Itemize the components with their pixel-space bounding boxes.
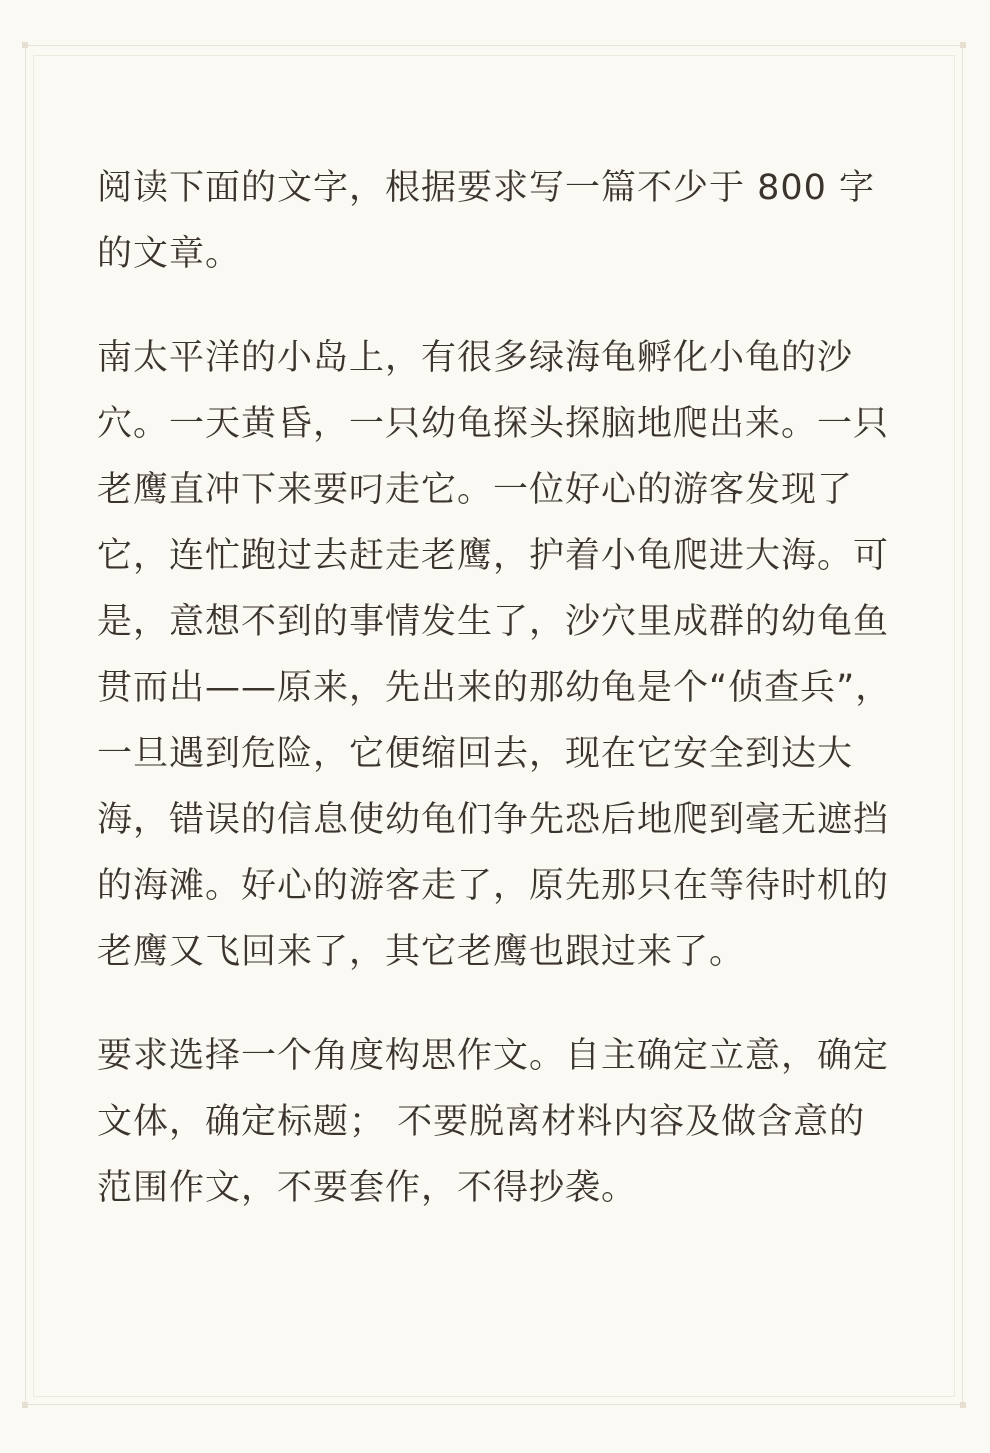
corner-ornament <box>960 1402 966 1408</box>
corner-ornament <box>22 1402 28 1408</box>
prompt-intro: 阅读下面的文字，根据要求写一篇不少于 800 字的文章。 <box>97 168 876 274</box>
document-body <box>97 155 897 1221</box>
corner-ornament <box>960 42 966 48</box>
requirements-paragraph: 要求选择一个角度构思作文。自主确定立意，确定文体，确定标题； 不要脱离材料内容及做含意的范围作文，不要套作，不得抄袭。 <box>97 1036 890 1208</box>
story-paragraph: 南太平洋的小岛上，有很多绿海龟孵化小龟的沙穴。一天黄昏，一只幼龟探头探脑地爬出来。一只老鹰直冲下来要叼走它。一位好心的游客发现了它，连忙跑过去赶走老鹰，护着小龟爬进大海。可是，意想不到的事情发生了，沙穴里成群的幼龟鱼贯而出——原来，先出来的那幼龟是个“侦查兵”，一旦遇到危险，它便缩回去，现在它安全到达大海，错误的信息使幼龟们争先恐后地爬到毫无遮挡的海滩。好心的游客走了，原先那只在等待时机的老鹰又飞回来了，其它老鹰也跟过来了。 <box>97 338 892 972</box>
corner-ornament <box>22 42 28 48</box>
